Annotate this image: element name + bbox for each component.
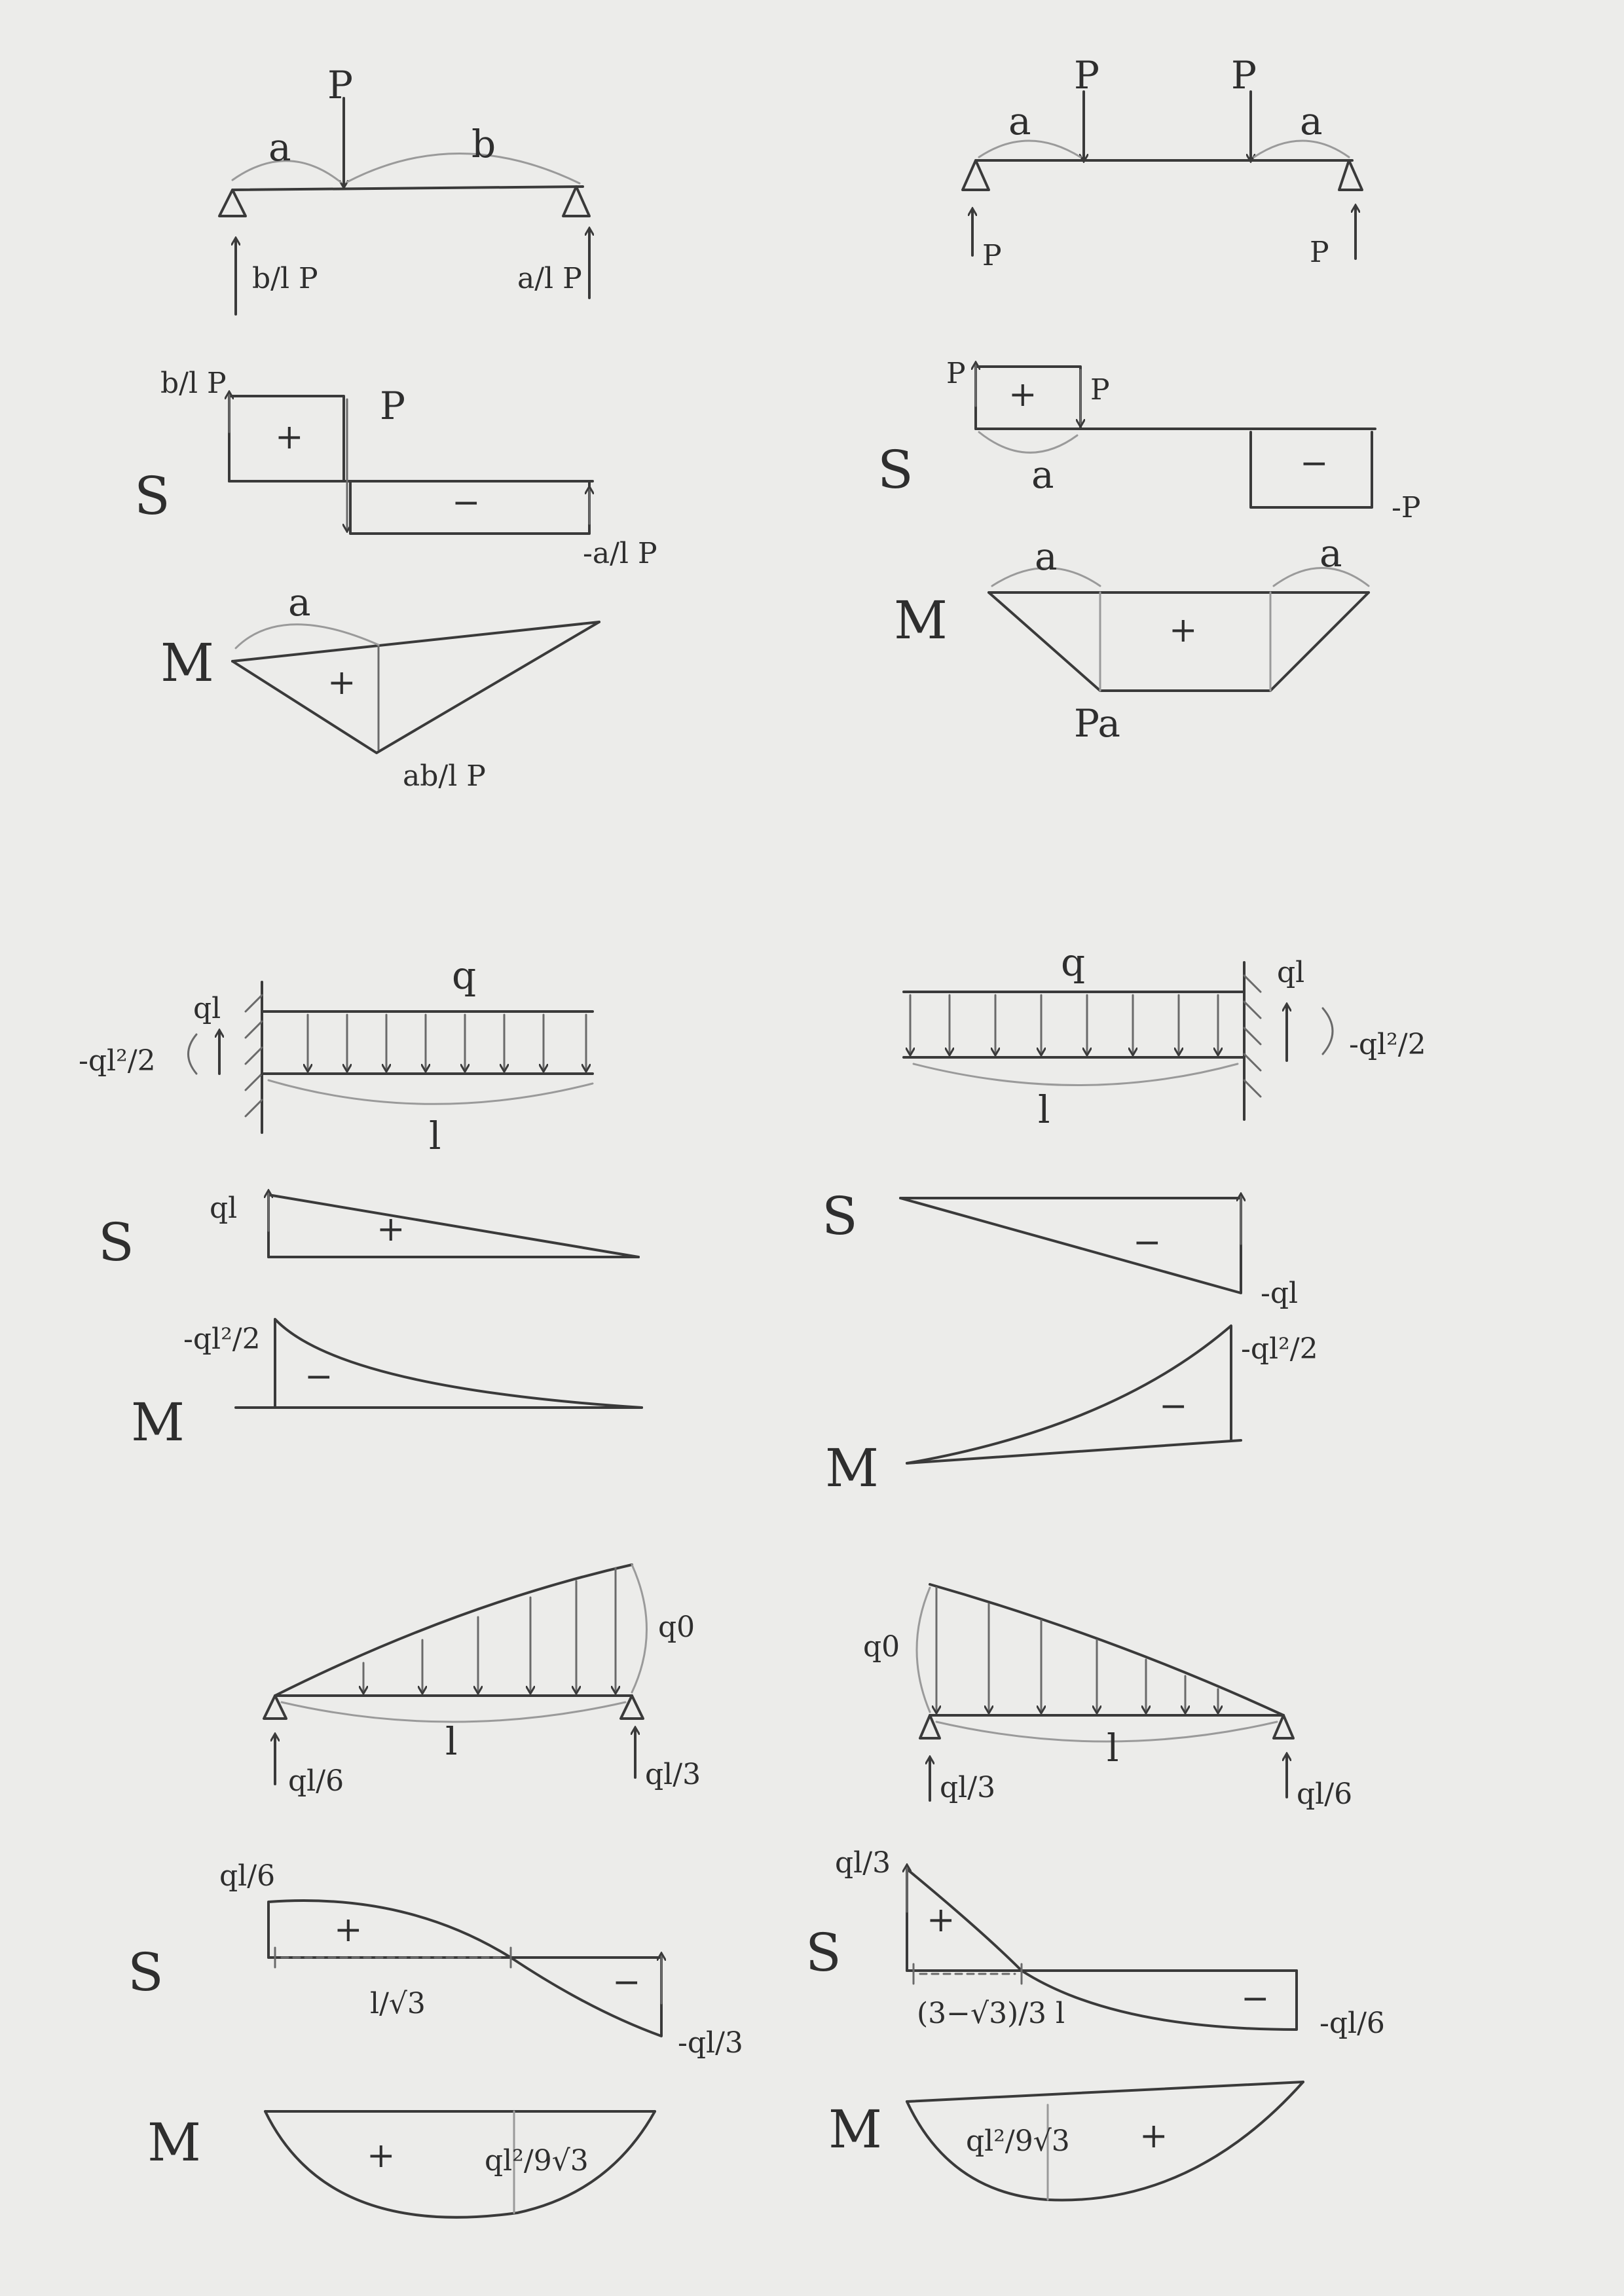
shear-diagram-cantilever-right xyxy=(822,1186,1298,1310)
moment-value-label: -ql²/2 xyxy=(1241,1332,1318,1366)
shear-negative-sign: − xyxy=(1300,444,1329,483)
shear-left-value: ql/6 xyxy=(219,1859,276,1893)
moment-sign: − xyxy=(304,1357,333,1396)
shear-negative-sign: − xyxy=(452,483,481,522)
shear-sign: − xyxy=(1133,1223,1162,1262)
load-2-label: P xyxy=(1231,53,1257,98)
shear-diagram-cantilever-left xyxy=(98,1192,638,1273)
panel-two-loads xyxy=(877,53,1420,746)
reaction-moment-arrow xyxy=(1323,1008,1333,1054)
moment-diagram-triangular-left xyxy=(828,2082,1303,2200)
shear-jump-label: P xyxy=(1090,373,1110,407)
shear-value-label: ql xyxy=(210,1192,238,1225)
span-a-label: a xyxy=(268,125,291,170)
roller-support-right xyxy=(563,187,589,216)
moment-sign: − xyxy=(1159,1387,1188,1426)
shear-positive-sign: + xyxy=(334,1910,363,1950)
moment-sign: + xyxy=(1139,2117,1168,2156)
reaction-force-label: ql xyxy=(1277,956,1305,989)
reaction-moment-label: -ql²/2 xyxy=(79,1044,156,1078)
shear-title: S xyxy=(128,1942,164,2003)
reaction-left-label: P xyxy=(982,239,1002,272)
panel-cantilever-left xyxy=(79,953,642,1453)
reaction-left-label: ql/6 xyxy=(288,1764,344,1798)
moment-value-label: -ql²/2 xyxy=(183,1322,261,1356)
shear-sign: + xyxy=(377,1210,405,1249)
moment-title: M xyxy=(147,2112,201,2173)
reaction-left-label: b/l P xyxy=(252,262,318,295)
moment-sign: + xyxy=(367,2136,396,2176)
shear-diagram-two-loads xyxy=(877,357,1420,524)
moment-sign: + xyxy=(1169,611,1198,650)
reaction-right-label: a/l P xyxy=(517,262,582,295)
moment-span-label: a xyxy=(288,580,311,625)
load-intensity-label: q0 xyxy=(863,1630,900,1664)
load-q-label: q xyxy=(452,953,477,998)
pin-support-left xyxy=(963,160,989,190)
shear-title: S xyxy=(822,1186,858,1247)
span-right-label: a xyxy=(1300,99,1323,143)
beam-cantilever-left xyxy=(79,953,593,1158)
reaction-force-label: ql xyxy=(193,992,221,1025)
moment-max-label: ql²/9√3 xyxy=(966,2124,1070,2158)
moment-title: M xyxy=(131,1392,185,1453)
moment-plateau-label: Pa xyxy=(1074,701,1120,746)
load-q-label: q xyxy=(1061,940,1086,985)
roller-support-right xyxy=(621,1696,643,1719)
panel-triangular-left xyxy=(805,1584,1385,2200)
moment-title: M xyxy=(160,632,214,693)
shear-negative-sign: − xyxy=(612,1963,641,2002)
shear-title: S xyxy=(805,1922,841,1983)
panel-cantilever-right xyxy=(822,940,1426,1499)
reaction-right-label: ql/6 xyxy=(1297,1777,1353,1811)
load-label: P xyxy=(327,63,354,107)
shear-right-value: -ql/3 xyxy=(678,2026,743,2060)
beam-point-load xyxy=(219,63,589,314)
shear-left-value: b/l P xyxy=(160,367,227,400)
shear-negative-sign: − xyxy=(1241,1979,1270,2018)
shear-title: S xyxy=(877,439,913,500)
pin-support-left xyxy=(264,1696,286,1719)
reaction-right-label: ql/3 xyxy=(645,1758,701,1791)
zero-crossing-label: l/√3 xyxy=(370,1987,426,2020)
moment-max-label: ql²/9√3 xyxy=(485,2144,589,2178)
beam-triangular-right xyxy=(264,1565,701,1798)
shear-diagram-point-load xyxy=(134,367,657,570)
length-l-label: l xyxy=(429,1114,441,1158)
shear-right-value: -P xyxy=(1392,491,1421,524)
shear-diagram-triangular-left xyxy=(805,1846,1385,2040)
panel-point-load xyxy=(134,63,657,793)
shear-positive-sign: + xyxy=(1008,375,1037,414)
reaction-left-label: ql/3 xyxy=(940,1771,996,1804)
moment-diagram-two-loads xyxy=(894,531,1369,746)
shear-jump-label: P xyxy=(380,384,406,428)
moment-title: M xyxy=(828,2099,882,2160)
shear-title: S xyxy=(134,465,170,526)
reaction-moment-label: -ql²/2 xyxy=(1349,1028,1426,1061)
zero-crossing-label: (3−√3)/3 l xyxy=(917,1997,1065,2030)
shear-right-value: -ql/6 xyxy=(1320,2007,1385,2040)
moment-diagram-cantilever-left xyxy=(131,1319,642,1453)
panel-triangular-right xyxy=(128,1565,743,2217)
reaction-right-label: P xyxy=(1310,236,1329,269)
moment-span-right-label: a xyxy=(1320,531,1342,575)
shear-diagram-triangular-right xyxy=(128,1859,743,2060)
roller-support-right xyxy=(1339,160,1362,190)
length-l-label: l xyxy=(445,1719,458,1764)
shear-left-value: P xyxy=(946,357,966,390)
length-l-label: l xyxy=(1107,1726,1119,1770)
shear-title: S xyxy=(98,1212,134,1273)
pin-support-left xyxy=(920,1715,940,1738)
beam-triangular-left xyxy=(863,1584,1352,1811)
moment-diagram-cantilever-right xyxy=(825,1326,1318,1499)
shear-span-label: a xyxy=(1031,452,1054,497)
reaction-moment-arrow xyxy=(189,1034,197,1074)
shear-positive-sign: + xyxy=(275,418,304,457)
span-b-label: b xyxy=(471,122,496,166)
moment-title: M xyxy=(825,1438,879,1499)
beam-two-loads xyxy=(963,53,1362,272)
load-1-label: P xyxy=(1074,53,1100,98)
moment-title: M xyxy=(894,590,948,651)
moment-peak-label: ab/l P xyxy=(403,759,486,793)
shear-value-label: -ql xyxy=(1261,1277,1299,1310)
span-left-label: a xyxy=(1008,99,1031,143)
moment-diagram-triangular-right xyxy=(147,2111,655,2217)
shear-positive-sign: + xyxy=(927,1901,955,1940)
moment-span-left-label: a xyxy=(1035,534,1058,579)
moment-sign: + xyxy=(327,663,356,702)
shear-right-value: -a/l P xyxy=(583,537,657,570)
moment-diagram-point-load xyxy=(160,580,599,793)
shear-left-value: ql/3 xyxy=(835,1846,891,1880)
load-intensity-label: q0 xyxy=(658,1611,695,1644)
roller-support-right xyxy=(1274,1715,1293,1738)
length-l-label: l xyxy=(1038,1087,1050,1132)
pin-support-left xyxy=(219,190,246,216)
beam-cantilever-right xyxy=(904,940,1426,1132)
